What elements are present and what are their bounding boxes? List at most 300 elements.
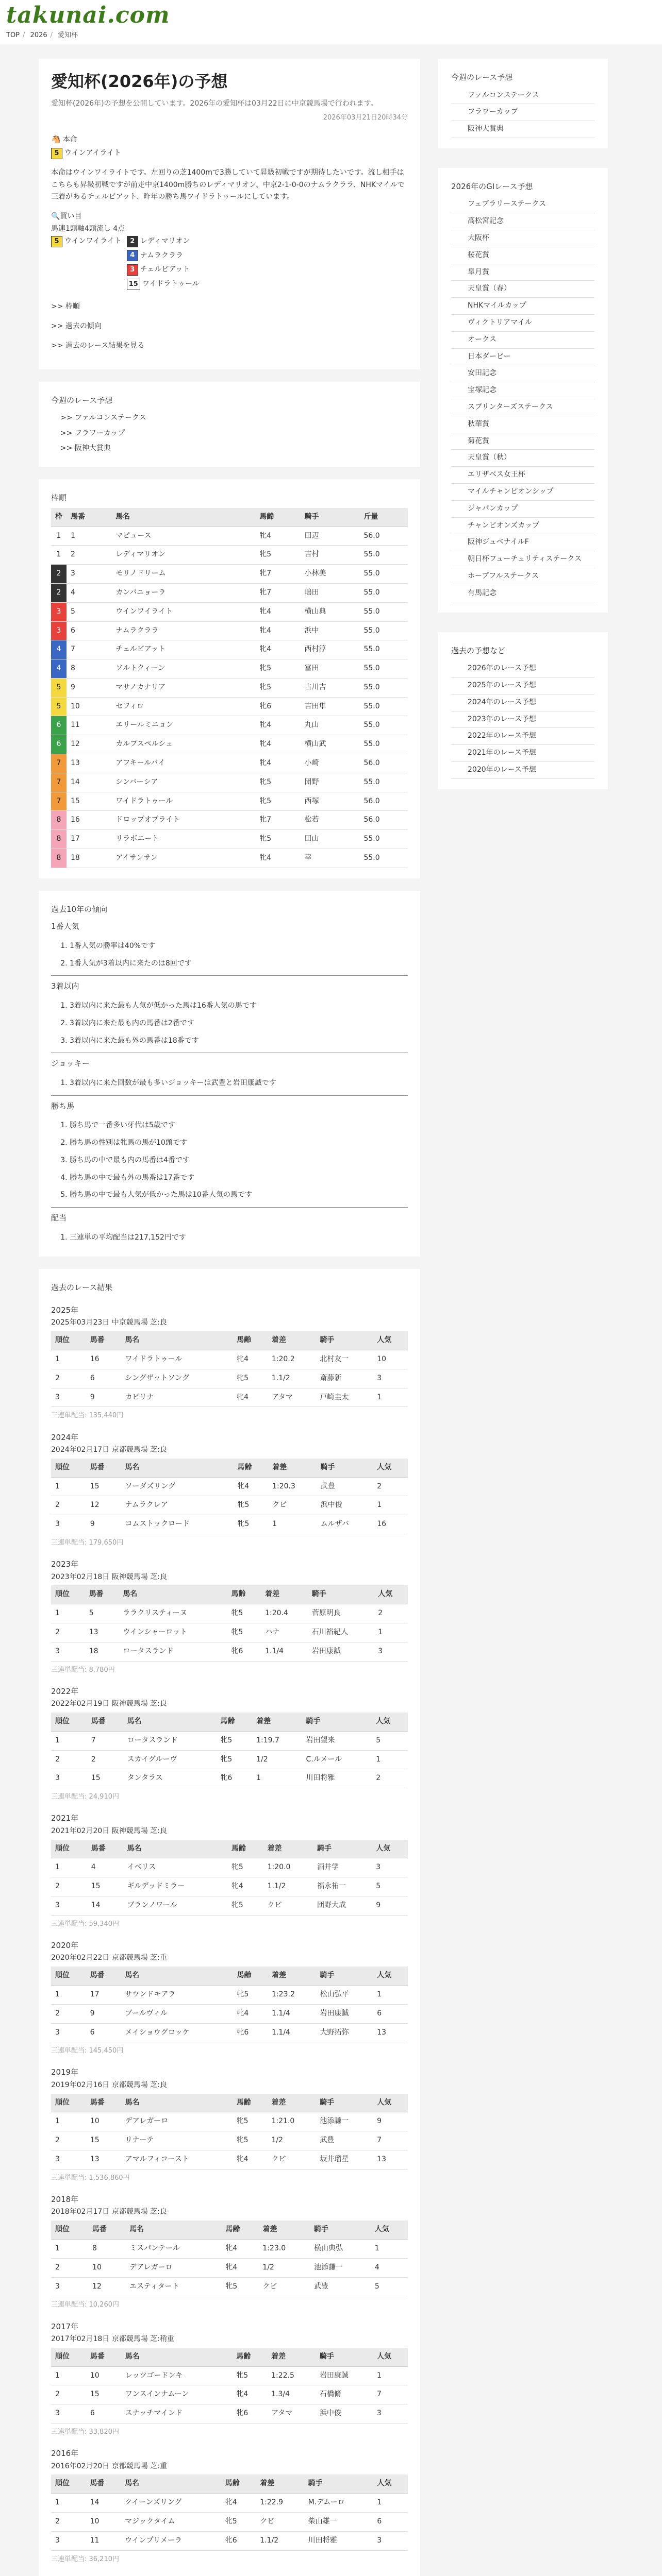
sidebar [438,59,608,809]
table-cell: 5 [51,697,67,716]
table-cell: 14 [87,1896,123,1915]
table-cell: デアレガーロ [125,2258,221,2277]
sidebar-link[interactable]: 菊花賞 [451,433,594,450]
sidebar-link[interactable]: スプリンターズステークス [451,399,594,416]
sidebar-link[interactable]: ファルコンステークス [451,88,594,105]
table-header: 馬番 [67,508,111,527]
table-cell: 1 [51,2112,86,2131]
table-cell: 牝5 [233,1496,268,1515]
trend-heading: 1番人気 [51,922,79,931]
table-header: 馬齢 [227,1840,263,1858]
table-row [51,2131,408,2150]
breadcrumb: TOP / 2026 / 愛知杯 [0,29,662,44]
sidebar-link[interactable]: 2021年のレース予想 [451,745,594,762]
sidebar-link[interactable]: 安田記念 [451,365,594,382]
table-row [51,1350,408,1369]
table-header-row [51,1459,408,1477]
table-cell: 小林美 [300,565,359,584]
page-title: 愛知杯(2026年)の予想 [51,72,228,92]
table-cell: C.ルメール [302,1750,372,1769]
table-cell: 55.0 [359,849,408,868]
table-cell: 5 [85,1604,119,1623]
table-cell: 7 [373,2385,408,2404]
table-cell: セフィロ [111,697,255,716]
table-cell: ナムラクレア [121,1496,233,1515]
table-cell: ドロップオブライト [111,811,255,830]
table-cell: 1 [51,2494,86,2513]
table-cell: 1:20.4 [261,1604,308,1623]
table-cell: 55.0 [359,621,408,640]
table-cell: 川田将雅 [304,2531,373,2550]
table-header: 順位 [51,1713,87,1731]
sidebar-link[interactable]: 高松宮記念 [451,213,594,230]
sidebar-link[interactable]: オークス [451,332,594,349]
table-row [51,754,408,773]
table-cell: 武豊 [310,2277,371,2296]
table-cell: 1.3/4 [267,2385,316,2404]
trend-list [70,997,408,1049]
table-cell: 6 [86,1369,121,1388]
table-header: 人気 [373,2475,408,2493]
table-cell: 3 [51,1642,85,1661]
table-row [51,1769,408,1788]
link-waku[interactable]: >> 枠順 [51,302,80,311]
table-cell: 牝5 [233,1985,268,2004]
table-cell: 牝5 [255,678,300,697]
result-year: 2021年 [51,1814,79,1823]
table-cell: 牝4 [232,2385,267,2404]
table-cell: 浜中 [300,621,359,640]
table-cell: 1.1/2 [256,2531,304,2550]
sidebar-link[interactable]: フラワーカップ [451,104,594,121]
table-cell: 吉村 [300,546,359,565]
divider [51,1095,408,1096]
weekly-race-link[interactable]: >> 阪神大賞典 [60,444,111,453]
table-header: 順位 [51,2221,88,2239]
table-cell: ブールヴィル [121,2004,233,2023]
table-cell: 55.0 [359,735,408,754]
result-race-info: 2018年02月17日 京都競馬場 芝:良 [51,2208,167,2216]
horse-icon: 🐴 [51,134,61,144]
result-race-info: 2021年02月20日 阪神競馬場 芝:良 [51,1826,167,1835]
table-row [51,678,408,697]
table-cell: ロータスランド [123,1731,217,1750]
table-cell: 6 [51,735,67,754]
table-cell: サウンドキアラ [121,1985,233,2004]
table-row [51,1642,408,1661]
table-cell: 牝4 [255,602,300,621]
table-header: 騎手 [313,1840,372,1858]
table-cell: 4 [371,2258,408,2277]
result-table [51,2348,408,2424]
table-header: 着差 [268,1459,317,1477]
table-cell: 牝5 [216,1731,252,1750]
table-cell: 坂井瑠星 [316,2150,373,2170]
table-cell: 1:23.0 [258,2240,310,2259]
table-header: 馬番 [86,2348,121,2366]
trend-item: 5. 勝ち馬の中で最も人気が低かった馬は10番人気の馬です [70,1187,408,1204]
table-cell: 5 [51,678,67,697]
table-cell: 55.0 [359,565,408,584]
link-trend[interactable]: >> 過去の傾向 [51,321,102,330]
table-row [51,2513,408,2532]
table-cell: ワイドラトゥール [111,792,255,811]
waku-table [51,508,408,868]
sidebar-link[interactable]: 2026年のレース予想 [451,660,594,677]
sidebar-link[interactable]: 2020年のレース予想 [451,762,594,779]
table-cell: 牝4 [233,1350,268,1369]
sidebar-weekly [438,59,608,148]
table-header: 馬名 [119,1585,227,1604]
sidebar-link[interactable]: 阪神ジュベナイルF [451,534,594,551]
table-cell: 3 [51,1896,87,1915]
trend-heading: 勝ち馬 [51,1101,75,1111]
table-row [51,527,408,546]
table-cell: 牝4 [255,640,300,659]
table-row [51,2150,408,2170]
result-race-info: 2019年02月16日 京都競馬場 芝:良 [51,2080,167,2089]
table-cell: ギルデッドミラー [123,1877,227,1896]
table-cell: 1 [372,1750,408,1769]
table-header: 人気 [373,1967,408,1985]
table-cell: 6 [86,2023,121,2042]
table-row [51,1604,408,1623]
table-cell: 9 [372,1896,408,1915]
sidebar-link[interactable]: NHKマイルカップ [451,298,594,315]
table-cell: 13 [86,2150,121,2170]
partner-row [127,250,200,262]
table-cell: 11 [67,716,111,735]
table-row [51,1750,408,1769]
link-results[interactable]: >> 過去のレース結果を見る [51,341,145,350]
table-cell: アマルフィコースト [121,2150,233,2170]
honmei-label: 本命 [62,135,77,144]
table-header-row [51,2348,408,2366]
table-cell: ハナ [261,1623,308,1642]
table-cell: 3 [51,2531,86,2550]
table-header: 馬齢 [233,1967,268,1985]
table-cell: 1 [373,2494,408,2513]
table-cell: クイーンズリング [121,2494,221,2513]
result-table [51,1585,408,1661]
table-cell: 56.0 [359,754,408,773]
table-cell: 1 [51,1477,86,1496]
weekly-races-title: 今週のレース予想 [51,396,113,405]
sidebar-link[interactable]: 有馬記念 [451,585,594,602]
result-prize: 三連単配当: 1,536,860円 [51,2174,130,2182]
table-header: 馬齢 [221,2221,258,2239]
axis-name: ウインワイライト [64,236,122,245]
sidebar-link[interactable]: チャンピオンズカップ [451,518,594,535]
table-cell: 2 [51,1369,86,1388]
table-cell: エスティタート [125,2277,221,2296]
table-cell: 18 [67,849,111,868]
table-cell: 牝5 [227,1858,263,1877]
table-row [51,1477,408,1496]
table-header-row [51,1585,408,1604]
table-cell: 1/2 [268,2131,316,2150]
table-cell: アイサンサン [111,849,255,868]
weekly-race-link[interactable]: >> ファルコンステークス [60,413,146,422]
table-cell: クビ [268,2150,316,2170]
table-cell: 10 [88,2258,125,2277]
table-cell: 2 [51,1877,87,1896]
table-cell: 55.0 [359,583,408,602]
sidebar-link[interactable]: 阪神大賞典 [451,121,594,138]
table-cell: ソーダズリング [121,1477,233,1496]
table-header: 人気 [373,2094,408,2112]
table-cell: 1 [51,527,67,546]
table-header: 馬齢 [233,1459,268,1477]
result-year: 2020年 [51,1940,79,1950]
table-cell: 1.1/4 [268,2023,316,2042]
table-cell: 6 [373,2513,408,2532]
sidebar-link[interactable]: 大阪杯 [451,230,594,247]
table-cell: 岩田康誠 [316,2366,373,2385]
table-cell: 池添謙一 [310,2258,371,2277]
sidebar-link[interactable]: フェブラリーステークス [451,196,594,213]
sidebar-link[interactable]: 天皇賞（秋） [451,450,594,467]
table-cell: 牝5 [255,546,300,565]
weekly-race-link[interactable]: >> フラワーカップ [60,429,125,437]
table-cell: 8 [67,659,111,679]
table-cell: 牝6 [221,2531,256,2550]
table-header: 着差 [268,1331,316,1350]
table-header-row [51,2475,408,2493]
table-cell: 牝6 [233,2023,268,2042]
table-header: 着差 [256,2475,304,2493]
table-cell: 4 [87,1858,123,1877]
table-header-row [51,2094,408,2112]
table-cell: 3 [51,1388,86,1407]
table-cell: 牝5 [227,1623,261,1642]
table-cell: 横山典 [300,602,359,621]
sidebar-link[interactable]: 日本ダービー [451,349,594,366]
result-table [51,1967,408,2042]
table-cell: 2 [87,1750,123,1769]
table-cell: 2 [51,1623,85,1642]
table-cell: 13 [373,2023,408,2042]
result-prize: 三連単配当: 24,910円 [51,1793,119,1801]
table-row [51,640,408,659]
breadcrumb-current: 愛知杯 [58,31,78,39]
sidebar-link[interactable]: 2025年のレース予想 [451,677,594,694]
sidebar-link[interactable]: エリザベス女王杯 [451,467,594,484]
table-header: 斤量 [359,508,408,527]
table-cell: 1 [373,1985,408,2004]
table-row [51,2404,408,2424]
table-cell: 西村淳 [300,640,359,659]
table-row [51,1388,408,1407]
table-header: 馬齢 [221,2475,256,2493]
table-cell: 横山典弘 [310,2240,371,2259]
sidebar-link[interactable]: 2023年のレース予想 [451,711,594,728]
result-prize: 三連単配当: 135,440円 [51,1412,124,1420]
table-cell: 10 [67,697,111,716]
table-cell: 1 [373,2366,408,2385]
table-cell: ワンスインナムーン [121,2385,232,2404]
table-cell: 牝5 [221,2277,258,2296]
table-cell: 7 [373,2131,408,2150]
table-cell: 石川裕紀人 [308,1623,374,1642]
table-cell: 2 [374,1604,408,1623]
table-cell: 5 [371,2277,408,2296]
table-cell: ララクリスティーヌ [119,1604,227,1623]
table-cell: 10 [86,2366,121,2385]
result-table [51,1713,408,1788]
table-row [51,716,408,735]
sidebar-link[interactable]: 朝日杯フューチュリティステークス [451,551,594,568]
table-cell: アタマ [267,2404,316,2424]
table-cell: ムルザバ [317,1515,373,1534]
table-cell: 3 [373,1369,408,1388]
table-cell: 17 [86,1985,121,2004]
table-cell: 6 [373,2004,408,2023]
table-header: 順位 [51,1967,86,1985]
table-cell: 松山弘平 [316,1985,373,2004]
result-year: 2017年 [51,2321,79,2331]
sidebar-link[interactable]: 桜花賞 [451,247,594,264]
table-cell: ウインワイライト [111,602,255,621]
table-cell: 牝6 [232,2404,267,2424]
table-cell: レッツゴードンキ [121,2366,232,2385]
sidebar-link[interactable]: ホープフルステークス [451,568,594,585]
table-cell: 15 [86,2385,121,2404]
table-cell: 55.0 [359,716,408,735]
table-header: 馬番 [87,1840,123,1858]
trend-heading: 配当 [51,1213,67,1223]
table-cell: マサノカナリア [111,678,255,697]
table-cell: 3 [374,1642,408,1661]
weekly-races-card [39,382,420,467]
table-cell: 牝5 [255,659,300,679]
table-cell: 牝4 [227,1877,263,1896]
waku-badge: 15 [127,279,140,290]
table-row [51,773,408,792]
table-header: 着差 [258,2221,310,2239]
table-cell: クビ [256,2513,304,2532]
sidebar-link[interactable]: 宝塚記念 [451,382,594,399]
trend-item: 3. 3着以内に来た最も外の馬番は18番です [70,1032,408,1050]
table-cell: マピュース [111,527,255,546]
table-cell: 1 [51,1858,87,1877]
table-cell: ソルトクィーン [111,659,255,679]
trend-item: 3. 勝ち馬の中で最も内の馬番は4番です [70,1152,408,1170]
trend-list [70,1075,408,1092]
table-cell: マジックタイム [121,2513,221,2532]
table-cell: 6 [86,2404,121,2424]
sidebar-link[interactable]: 皐月賞 [451,264,594,281]
sidebar-link[interactable]: ジャパンカップ [451,501,594,518]
table-cell: 柴山雄一 [304,2513,373,2532]
table-cell: 2 [51,2004,86,2023]
table-cell: 牝4 [255,716,300,735]
table-cell: 1:19.7 [252,1731,302,1750]
table-header-row [51,1713,408,1731]
trend-title: 過去10年の傾向 [51,904,108,914]
table-cell: 13 [373,2150,408,2170]
result-prize: 三連単配当: 145,450円 [51,2047,124,2055]
table-cell: 3 [51,2150,86,2170]
table-cell: 5 [372,1731,408,1750]
table-cell: 2 [51,1750,87,1769]
table-header: 順位 [51,2475,86,2493]
table-row [51,1877,408,1896]
table-cell: 大野拓弥 [316,2023,373,2042]
sidebar-past [438,632,608,789]
table-header: 順位 [51,1331,86,1350]
table-row [51,1515,408,1534]
table-header: 馬名 [125,2221,221,2239]
table-cell: カンパニョーラ [111,583,255,602]
table-cell: 牝5 [227,1604,261,1623]
table-cell: 北村友一 [316,1350,373,1369]
table-cell: 13 [67,754,111,773]
sidebar-link[interactable]: ヴィクトリアマイル [451,315,594,332]
table-header: 人気 [373,2348,408,2366]
table-cell: 7 [51,792,67,811]
table-cell: 1:20.3 [268,1477,317,1496]
table-cell: 1/2 [252,1750,302,1769]
table-cell: カピリナ [121,1388,233,1407]
table-row [51,792,408,811]
table-cell: 牝4 [221,2494,256,2513]
kaime-section [51,211,408,293]
table-header: 騎手 [316,2348,373,2366]
table-row [51,1369,408,1388]
table-cell: 8 [51,811,67,830]
table-cell: 7 [51,773,67,792]
trend-item: 2. 勝ち馬の性別は牝馬の馬が10頭です [70,1134,408,1152]
sidebar-link[interactable]: 2024年のレース予想 [451,694,594,711]
table-cell: 17 [67,830,111,849]
table-header: 馬名 [121,1967,233,1985]
sidebar-link[interactable]: マイルチャンピオンシップ [451,484,594,501]
sidebar-link[interactable]: 2022年のレース予想 [451,728,594,745]
table-cell: 56.0 [359,527,408,546]
site-logo[interactable]: takunai.com [6,2,170,28]
table-cell: 3 [51,621,67,640]
table-cell: 戸崎圭太 [316,1388,373,1407]
table-cell: 浜中俊 [316,2404,373,2424]
table-cell: ウインシャーロット [119,1623,227,1642]
table-cell: ワイドラトゥール [121,1350,233,1369]
breadcrumb-year[interactable]: 2026 [30,31,47,39]
sidebar-link[interactable]: 天皇賞（春） [451,281,594,298]
table-header: 人気 [371,2221,408,2239]
sidebar-link[interactable]: 秋華賞 [451,416,594,433]
table-cell: 3 [67,565,111,584]
result-year: 2016年 [51,2449,79,2459]
sidebar-past-title: 過去の予想など [451,646,506,655]
table-header: 着差 [268,1967,316,1985]
waku-title: 枠順 [51,493,67,503]
table-cell: 55.0 [359,678,408,697]
table-row [51,2366,408,2385]
table-cell: スナッチマインド [121,2404,232,2424]
result-race-info: 2020年02月22日 京都競馬場 芝:重 [51,1954,167,1962]
result-race-info: 2024年02月17日 京都競馬場 芝:良 [51,1446,167,1454]
table-header: 馬名 [121,2094,233,2112]
table-header-row [51,1840,408,1858]
table-row [51,2494,408,2513]
table-cell: 牝4 [233,1477,268,1496]
table-cell: 3 [51,1515,86,1534]
breadcrumb-top[interactable]: TOP [6,31,20,39]
table-cell: ミスパンテール [125,2240,221,2259]
table-row [51,2240,408,2259]
table-cell: 富田 [300,659,359,679]
